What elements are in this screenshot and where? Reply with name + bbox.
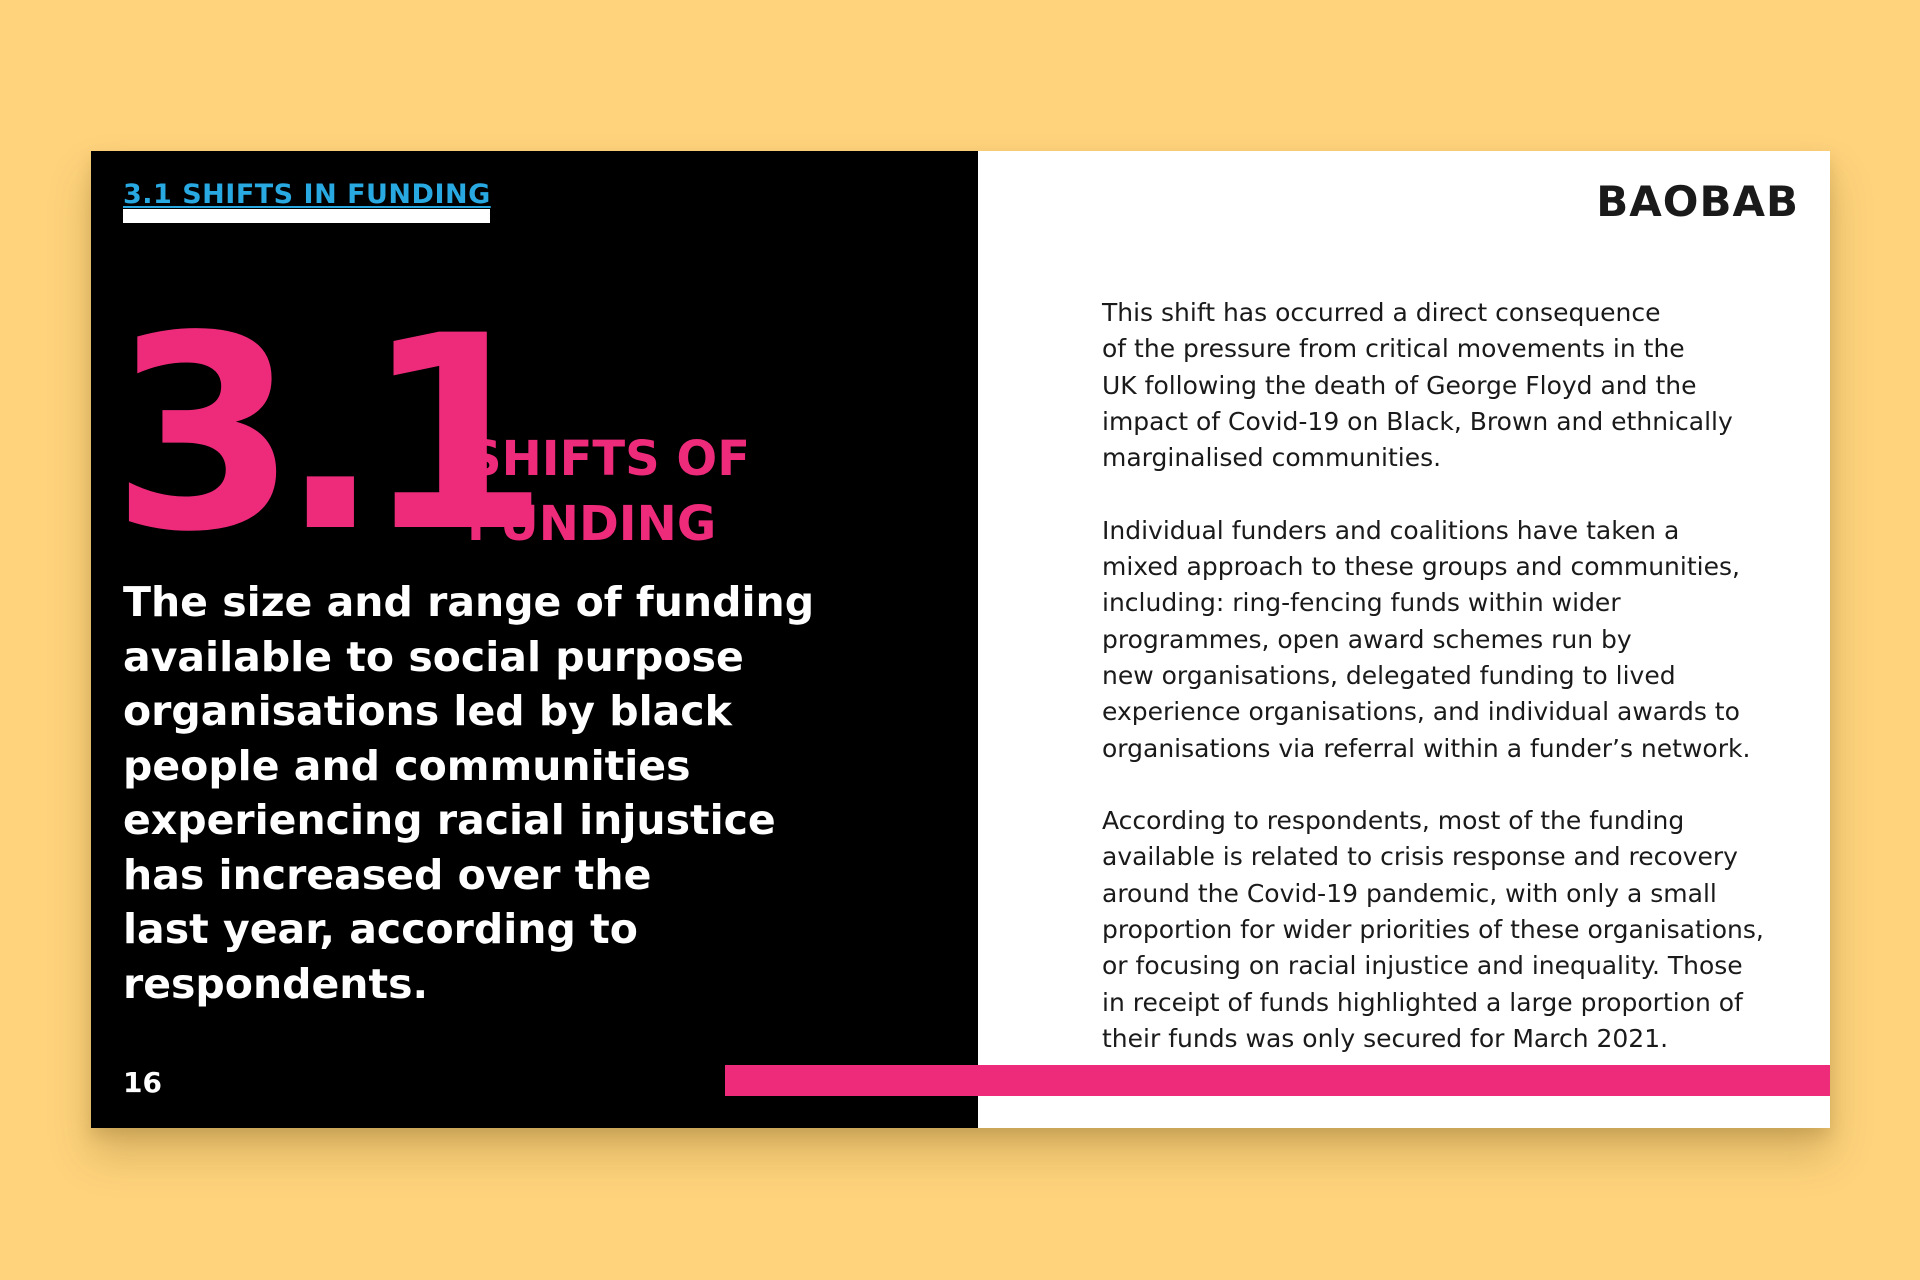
- body-line: programmes, open award schemes run by: [1102, 624, 1632, 654]
- body-line: around the Covid-19 pandemic, with only a small: [1102, 878, 1717, 908]
- right-page: [978, 151, 1830, 1128]
- body-line: or focusing on racial injustice and inequality. Those: [1102, 951, 1743, 981]
- body-line: impact of Covid-19 on Black, Brown and ethnically: [1102, 406, 1733, 436]
- body-text: [1102, 295, 1822, 1094]
- body-line: new organisations, delegated funding to lived: [1102, 660, 1676, 690]
- lead-line: respondents.: [123, 959, 429, 1008]
- lead-line: has increased over the: [123, 850, 652, 899]
- body-line: proportion for wider priorities of these organisations,: [1102, 915, 1764, 945]
- lead-line: organisations led by black: [123, 687, 732, 735]
- body-line: including: ring-fencing funds within wider: [1102, 588, 1621, 618]
- body-paragraph: [1102, 513, 1822, 767]
- heading-line: SHIFTS OF: [467, 431, 751, 487]
- body-line: mixed approach to these groups and communities,: [1102, 552, 1740, 582]
- body-line: marginalised communities.: [1102, 443, 1442, 473]
- lead-line: people and communities: [123, 741, 691, 790]
- section-number: 3.1: [111, 279, 532, 591]
- body-line: According to respondents, most of the funding: [1102, 806, 1685, 836]
- body-line: experience organisations, and individual awards to: [1102, 697, 1740, 727]
- lead-line: available to social purpose: [123, 632, 744, 681]
- document-spread: [91, 151, 1830, 1128]
- baobab-logo: BAOBAB: [1596, 177, 1799, 226]
- heading-line: FUNDING: [467, 496, 717, 552]
- page-number: 16: [123, 1066, 162, 1099]
- body-paragraph: [1102, 803, 1822, 1057]
- body-line: of the pressure from critical movements in the: [1102, 334, 1685, 364]
- body-paragraph: [1102, 295, 1822, 476]
- body-line: organisations via referral within a funder’s network.: [1102, 733, 1751, 763]
- body-line: available is related to crisis response and recovery: [1102, 842, 1738, 872]
- left-page: [91, 151, 978, 1128]
- lead-line: experiencing racial injustice: [123, 796, 776, 844]
- body-line: Individual funders and coalitions have taken a: [1102, 515, 1680, 545]
- body-line: their funds was only secured for March 2021.: [1102, 1023, 1669, 1053]
- lead-statement: [123, 575, 943, 1011]
- lead-line: last year, according to: [123, 905, 638, 953]
- section-heading: [467, 427, 750, 557]
- body-line: This shift has occurred a direct consequence: [1102, 298, 1661, 327]
- lead-line: The size and range of funding: [123, 578, 815, 626]
- accent-bar: [725, 1065, 1830, 1096]
- section-tag-link[interactable]: 3.1 SHIFTS IN FUNDING: [123, 179, 491, 210]
- body-line: in receipt of funds highlighted a large proportion of: [1102, 987, 1743, 1017]
- section-tag-bar: [123, 209, 490, 223]
- body-line: UK following the death of George Floyd and the: [1102, 370, 1697, 400]
